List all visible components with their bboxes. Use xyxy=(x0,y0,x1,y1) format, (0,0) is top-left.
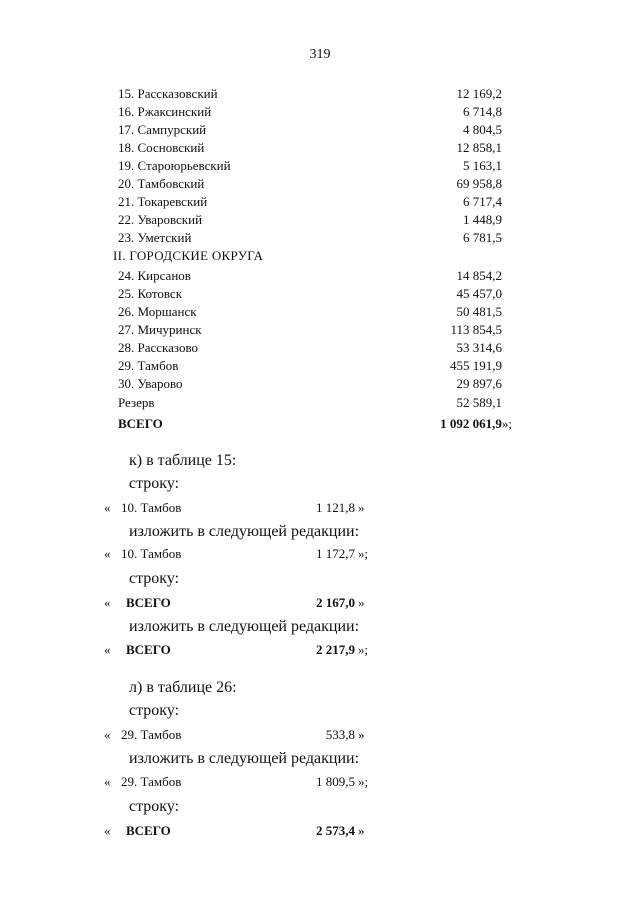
row-name: 19. Староюрьевский xyxy=(118,158,231,173)
table-row xyxy=(0,157,640,175)
row-value: 50 481,5 xyxy=(456,304,502,319)
table-row xyxy=(0,357,640,375)
quoted-value: 2 167,0 xyxy=(316,595,355,610)
quote-open: « xyxy=(104,727,111,742)
quote-open: « xyxy=(104,500,111,515)
quoted-row xyxy=(0,641,640,659)
izlozhit-label: изложить в следующей редакции: xyxy=(129,750,360,767)
table-row xyxy=(0,285,640,303)
row-name: 21. Токаревский xyxy=(118,194,208,209)
quoted-name: ВСЕГО xyxy=(126,823,171,838)
row-value: 12 169,2 xyxy=(456,86,502,101)
row-name: 16. Ржаксинский xyxy=(118,104,212,119)
row-name: 26. Моршанск xyxy=(118,304,197,319)
quoted-name: ВСЕГО xyxy=(126,642,171,657)
table-row xyxy=(0,85,640,103)
row-value: 52 589,1 xyxy=(456,395,502,410)
table-row xyxy=(0,211,640,229)
quote-close: » xyxy=(358,823,365,838)
quoted-row xyxy=(0,499,640,517)
quoted-row xyxy=(0,545,640,563)
quoted-row xyxy=(0,773,640,791)
quote-close: »; xyxy=(358,774,369,789)
amendment-k-heading: к) в таблице 15: xyxy=(129,452,237,469)
row-value: 4 804,5 xyxy=(463,122,502,137)
row-value: 113 854,5 xyxy=(450,322,502,337)
row-value: 6 717,4 xyxy=(463,194,502,209)
quoted-name: 29. Тамбов xyxy=(121,774,182,789)
row-value: 69 958,8 xyxy=(456,176,502,191)
quote-close: » xyxy=(358,727,365,742)
row-name: 23. Уметский xyxy=(118,230,192,245)
stroku-label: строку: xyxy=(129,475,180,492)
amendment-l-heading: л) в таблице 26: xyxy=(129,679,237,696)
row-name: 17. Сампурский xyxy=(118,122,207,137)
row-value: 12 858,1 xyxy=(456,140,502,155)
quoted-value: 1 809,5 xyxy=(316,774,355,789)
row-name: 30. Уварово xyxy=(118,376,183,391)
row-value: 53 314,6 xyxy=(456,340,502,355)
section-heading-text: II. ГОРОДСКИЕ ОКРУГА xyxy=(113,248,264,263)
row-name: 22. Уваровский xyxy=(118,212,203,227)
quote-open: « xyxy=(104,823,111,838)
page-number: 319 xyxy=(309,47,331,62)
row-value: 6 714,8 xyxy=(463,104,502,119)
quoted-name: 29. Тамбов xyxy=(121,727,182,742)
total-label: ВСЕГО xyxy=(118,416,163,431)
row-name: 27. Мичуринск xyxy=(118,322,202,337)
table-row xyxy=(0,394,640,412)
quote-close: » xyxy=(358,595,365,610)
quoted-value: 1 172,7 xyxy=(316,546,355,561)
quote-close: »; xyxy=(358,546,369,561)
row-name: 18. Сосновский xyxy=(118,140,205,155)
stroku-label: строку: xyxy=(129,702,180,719)
table-row xyxy=(0,375,640,393)
quoted-value: 2 217,9 xyxy=(316,642,355,657)
row-value: 6 781,5 xyxy=(463,230,502,245)
row-value: 5 163,1 xyxy=(463,158,502,173)
row-name: 28. Рассказово xyxy=(118,340,199,355)
quote-open: « xyxy=(104,546,111,561)
quoted-name: ВСЕГО xyxy=(126,595,171,610)
total-value: 1 092 061,9»; xyxy=(440,416,512,431)
quoted-row xyxy=(0,594,640,612)
table-row xyxy=(0,339,640,357)
table-row xyxy=(0,303,640,321)
row-value: 14 854,2 xyxy=(456,268,502,283)
total-row xyxy=(0,415,640,433)
quote-open: « xyxy=(104,595,111,610)
table-row xyxy=(0,193,640,211)
row-value: 455 191,9 xyxy=(450,358,502,373)
row-name: 25. Котовск xyxy=(118,286,183,301)
table-row xyxy=(0,121,640,139)
quote-close: »; xyxy=(358,642,369,657)
table-row xyxy=(0,103,640,121)
table-row xyxy=(0,139,640,157)
row-value: 45 457,0 xyxy=(456,286,502,301)
stroku-label: строку: xyxy=(129,798,180,815)
row-name: Резерв xyxy=(118,395,155,410)
row-name: 29. Тамбов xyxy=(118,358,179,373)
table-row xyxy=(0,175,640,193)
quote-open: « xyxy=(104,774,111,789)
table-row xyxy=(0,267,640,285)
quote-open: « xyxy=(104,642,111,657)
stroku-label: строку: xyxy=(129,570,180,587)
quoted-row xyxy=(0,726,640,744)
quoted-value: 2 573,4 xyxy=(316,823,355,838)
quoted-name: 10. Тамбов xyxy=(121,546,182,561)
quoted-row xyxy=(0,822,640,840)
quoted-value: 533,8 xyxy=(325,727,355,742)
quoted-value: 1 121,8 xyxy=(316,500,355,515)
izlozhit-label: изложить в следующей редакции: xyxy=(129,523,360,540)
izlozhit-label: изложить в следующей редакции: xyxy=(129,618,360,635)
section-heading xyxy=(0,247,640,265)
row-name: 24. Кирсанов xyxy=(118,268,191,283)
row-value: 29 897,6 xyxy=(456,376,502,391)
table-row xyxy=(0,321,640,339)
row-value: 1 448,9 xyxy=(463,212,502,227)
row-name: 20. Тамбовский xyxy=(118,176,205,191)
row-name: 15. Рассказовский xyxy=(118,86,218,101)
quoted-name: 10. Тамбов xyxy=(121,500,182,515)
quote-close: » xyxy=(358,500,365,515)
table-row xyxy=(0,229,640,247)
